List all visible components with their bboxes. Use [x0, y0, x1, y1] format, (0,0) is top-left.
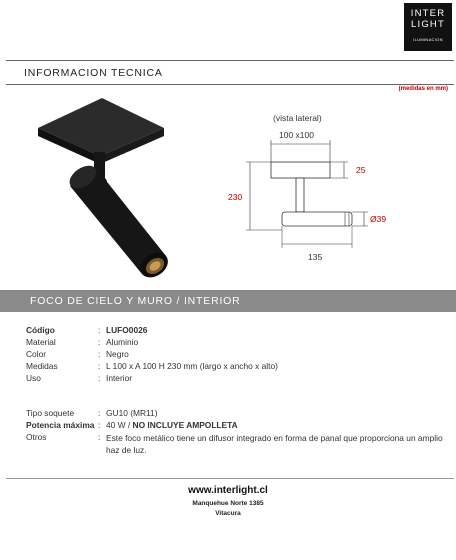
product-band-title: FOCO DE CIELO Y MURO / INTERIOR — [30, 295, 241, 307]
dim-diameter-label: Ø39 — [370, 214, 387, 224]
brand-logo — [404, 3, 452, 51]
dim-top-label: 100 x100 — [279, 130, 314, 140]
dim-height-label: 230 — [228, 192, 243, 202]
spec-key: Medidas — [26, 361, 58, 371]
header-divider — [6, 84, 454, 85]
spec-value: L 100 x A 100 H 230 mm (largo x ancho x alto) — [106, 361, 278, 371]
top-divider — [6, 60, 454, 61]
spec-value: Negro — [106, 349, 129, 359]
spec-key: Potencia máxima — [26, 420, 95, 430]
spec-sep: : — [98, 337, 101, 347]
brand-line3: ILUMINACION — [413, 37, 443, 42]
product-image — [30, 94, 180, 284]
units-note: (medidas en mm) — [398, 86, 448, 92]
product-band — [0, 290, 456, 312]
spec-value-wrap — [106, 420, 238, 430]
spec-value: Este foco metálico tiene un difusor integrado en forma de panal que proporciona un amplio haz de luz. — [106, 433, 443, 455]
spec-value: LUFO0026 — [106, 325, 148, 335]
spec-value: Aluminio — [106, 337, 139, 347]
spec-key: Material — [26, 337, 56, 347]
brand-line1: INTER — [410, 8, 446, 19]
spec-key: Color — [26, 349, 47, 359]
spec-value: GU10 (MR11) — [106, 408, 158, 418]
brand-line2: LIGHT — [411, 19, 445, 30]
spec-sep: : — [98, 349, 101, 359]
spec-key: Uso — [26, 373, 41, 383]
spec-key: Código — [26, 325, 55, 335]
spec-sep: : — [98, 373, 101, 383]
spec-key: Otros — [26, 432, 47, 442]
spec-value-bold: NO INCLUYE AMPOLLETA — [132, 420, 238, 430]
footer-city: Vitacura — [215, 510, 241, 517]
section-title: INFORMACION TECNICA — [24, 67, 163, 79]
dim-thickness-label: 25 — [356, 165, 366, 175]
footer-address: Manquehue Norte 1385 — [192, 500, 264, 507]
footer-divider — [6, 478, 454, 479]
spec-value: 40 W / — [106, 420, 133, 430]
spec-sep: : — [98, 408, 101, 418]
view-label: (vista lateral) — [273, 113, 322, 123]
spec-sep: : — [98, 325, 101, 335]
spec-sep: : — [98, 432, 101, 442]
dim-length-label: 135 — [308, 252, 323, 262]
footer-website[interactable]: www.interlight.cl — [188, 485, 268, 496]
dimension-diagram — [220, 108, 390, 268]
spec-value: Interior — [106, 373, 133, 383]
spec-key: Tipo soquete — [26, 408, 75, 418]
spec-sep: : — [98, 420, 101, 430]
spec-sep: : — [98, 361, 101, 371]
